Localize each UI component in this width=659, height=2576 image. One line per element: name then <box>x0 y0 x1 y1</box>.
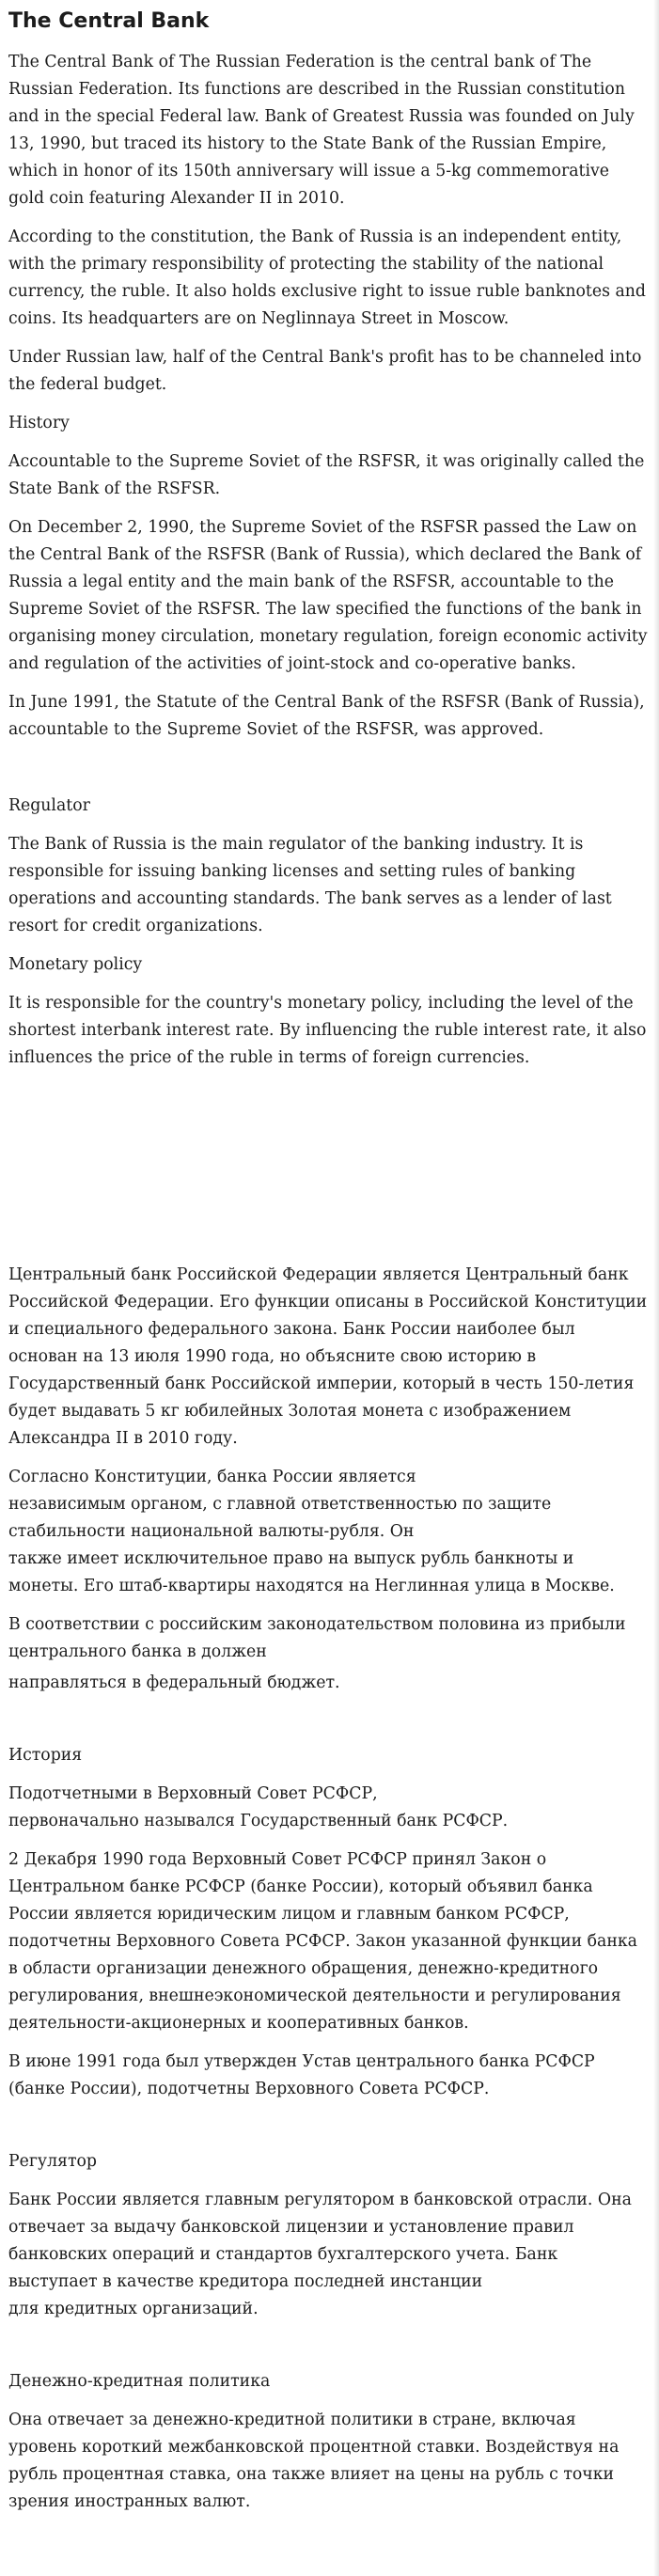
blank-space <box>8 2114 648 2148</box>
ru-intro-paragraph: Центральный банк Российской Федерации является Центральный банк Российской Федерации. Его функции описаны в Российской Конституции и специального федерального закона. Банк России наиболее был основан на 13 июля 1990 года, но объясните свою историю в Государственный банк Российской империи, который в честь 150-летия будет выдавать 5 кг юбилейных Золотая монета с изображением Александра II в 2010 году. <box>8 1265 648 1448</box>
ru-history-paragraph-3: В июне 1991 года был утвержден Устав центрального банка РСФСР (банке России), подотчетны Верховного Совета РСФСР. <box>8 2052 595 2098</box>
ru-history-line-1b: первоначально назывался Государственный банк РСФСР. <box>8 1812 509 1830</box>
ru-constitution-line-2: независимым органом, с главной ответственностью по защите стабильности национальной валюты-рубля. Он <box>8 1495 552 1541</box>
blank-space <box>8 2334 648 2368</box>
en-monetary-heading: Monetary policy <box>8 955 143 974</box>
ru-regulator-paragraph: Банк России является главным регулятором в банковской отрасли. Она отвечает за выдачу банковской лицензии и установление правил банковских операций и стандартов бухгалтерского учета. Банк выступает в качестве кредитора последней инстанции <box>8 2191 632 2291</box>
en-profit-paragraph: Under Russian law, half of the Central Bank's profit has to be channeled into the federal budget. <box>8 348 642 394</box>
blank-space <box>8 755 648 793</box>
en-constitution-paragraph: According to the constitution, the Bank of Russia is an independent entity, with the primary responsibility of protecting the stability of the national currency, the ruble. It also holds exclusive right to issue ruble banknotes and coins. Its headquarters are on Neglinnaya Street in Moscow. <box>8 228 646 328</box>
en-history-paragraph-1: Accountable to the Supreme Soviet of the RSFSR, it was originally called the State Bank of the RSFSR. <box>8 452 645 498</box>
en-history-heading: History <box>8 414 70 432</box>
page-edge-shadow <box>653 0 659 2576</box>
ru-history-line-1a: Подотчетными в Верховный Совет РСФСР, <box>8 1784 378 1803</box>
ru-regulator-line-end: для кредитных организаций. <box>8 2300 259 2318</box>
blank-space <box>8 1083 648 1262</box>
en-regulator-paragraph: The Bank of Russia is the main regulator of the banking industry. It is responsible for issuing banking licenses and setting rules of banking operations and accounting standards. The bank serves as a lender of last resort for credit organizations. <box>8 835 612 935</box>
ru-monetary-heading: Денежно-кредитная политика <box>8 2372 271 2391</box>
en-history-paragraph-3: In June 1991, the Statute of the Central Bank of the RSFSR (Bank of Russia), accountable to the Supreme Soviet of the RSFSR, was approved. <box>8 693 645 739</box>
ru-history-heading: История <box>8 1746 83 1765</box>
ru-regulator-heading: Регулятор <box>8 2152 97 2171</box>
en-intro-paragraph: The Central Bank of The Russian Federation is the central bank of The Russian Federation. Its functions are described in the Russian constitution and in the special Federal law. Bank of Greatest Russia was founded on July 13, 1990, but traced its history to the State Bank of the Russian Empire, which in honor of its 150th anniversary will issue a 5-kg commemorative gold coin featuring Alexander II in 2010. <box>8 53 635 208</box>
ru-constitution-line-3: также имеет исключительное право на выпуск рубль банкноты и монеты. Его штаб-квартиры находятся на Неглинная улица в Москве. <box>8 1549 615 1595</box>
blank-space <box>8 1708 648 1742</box>
ru-constitution-line-1: Согласно Конституции, банка России является <box>8 1468 416 1486</box>
en-history-paragraph-2: On December 2, 1990, the Supreme Soviet of the RSFSR passed the Law on the Central Bank of the RSFSR (Bank of Russia), which declared the Bank of Russia a legal entity and the main bank of the RSFSR, accountable to the Supreme Soviet of the RSFSR. The law specified the functions of the bank in organising money circulation, monetary regulation, foreign economic activity and regulation of the activities of joint-stock and co-operative banks. <box>8 518 648 673</box>
ru-profit-line-1: В соответствии с российским законодательством половина из прибыли центрального банка в должен <box>8 1615 626 1661</box>
ru-history-paragraph-2: 2 Декабря 1990 года Верховный Совет РСФСР принял Закон о Центральном банке РСФСР (банке России), который объявил банка России является юридическим лицом и главным банком РСФСР, подотчетны Верховного Совета РСФСР. Закон указанной функции банка в области организации денежного обращения, денежно-кредитного регулирования, внешнеэкономической деятельности и регулирования деятельности-акционерных и кооперативных банков. <box>8 1850 637 2033</box>
ru-monetary-paragraph: Она отвечает за денежно-кредитной политики в стране, включая уровень короткий межбанковской процентной ставки. Воздействуя на рубль процентная ставка, она также влияет на цены на рубль с точки зрения иностранных валют. <box>8 2411 620 2511</box>
en-monetary-paragraph: It is responsible for the country's monetary policy, including the level of the shortest interbank interest rate. By influencing the ruble interest rate, it also influences the price of the ruble in terms of foreign currencies. <box>8 994 647 1067</box>
page-title: The Central Bank <box>8 9 210 33</box>
ru-profit-line-2: направляться в федеральный бюджет. <box>8 1673 340 1692</box>
en-regulator-heading: Regulator <box>8 796 90 815</box>
